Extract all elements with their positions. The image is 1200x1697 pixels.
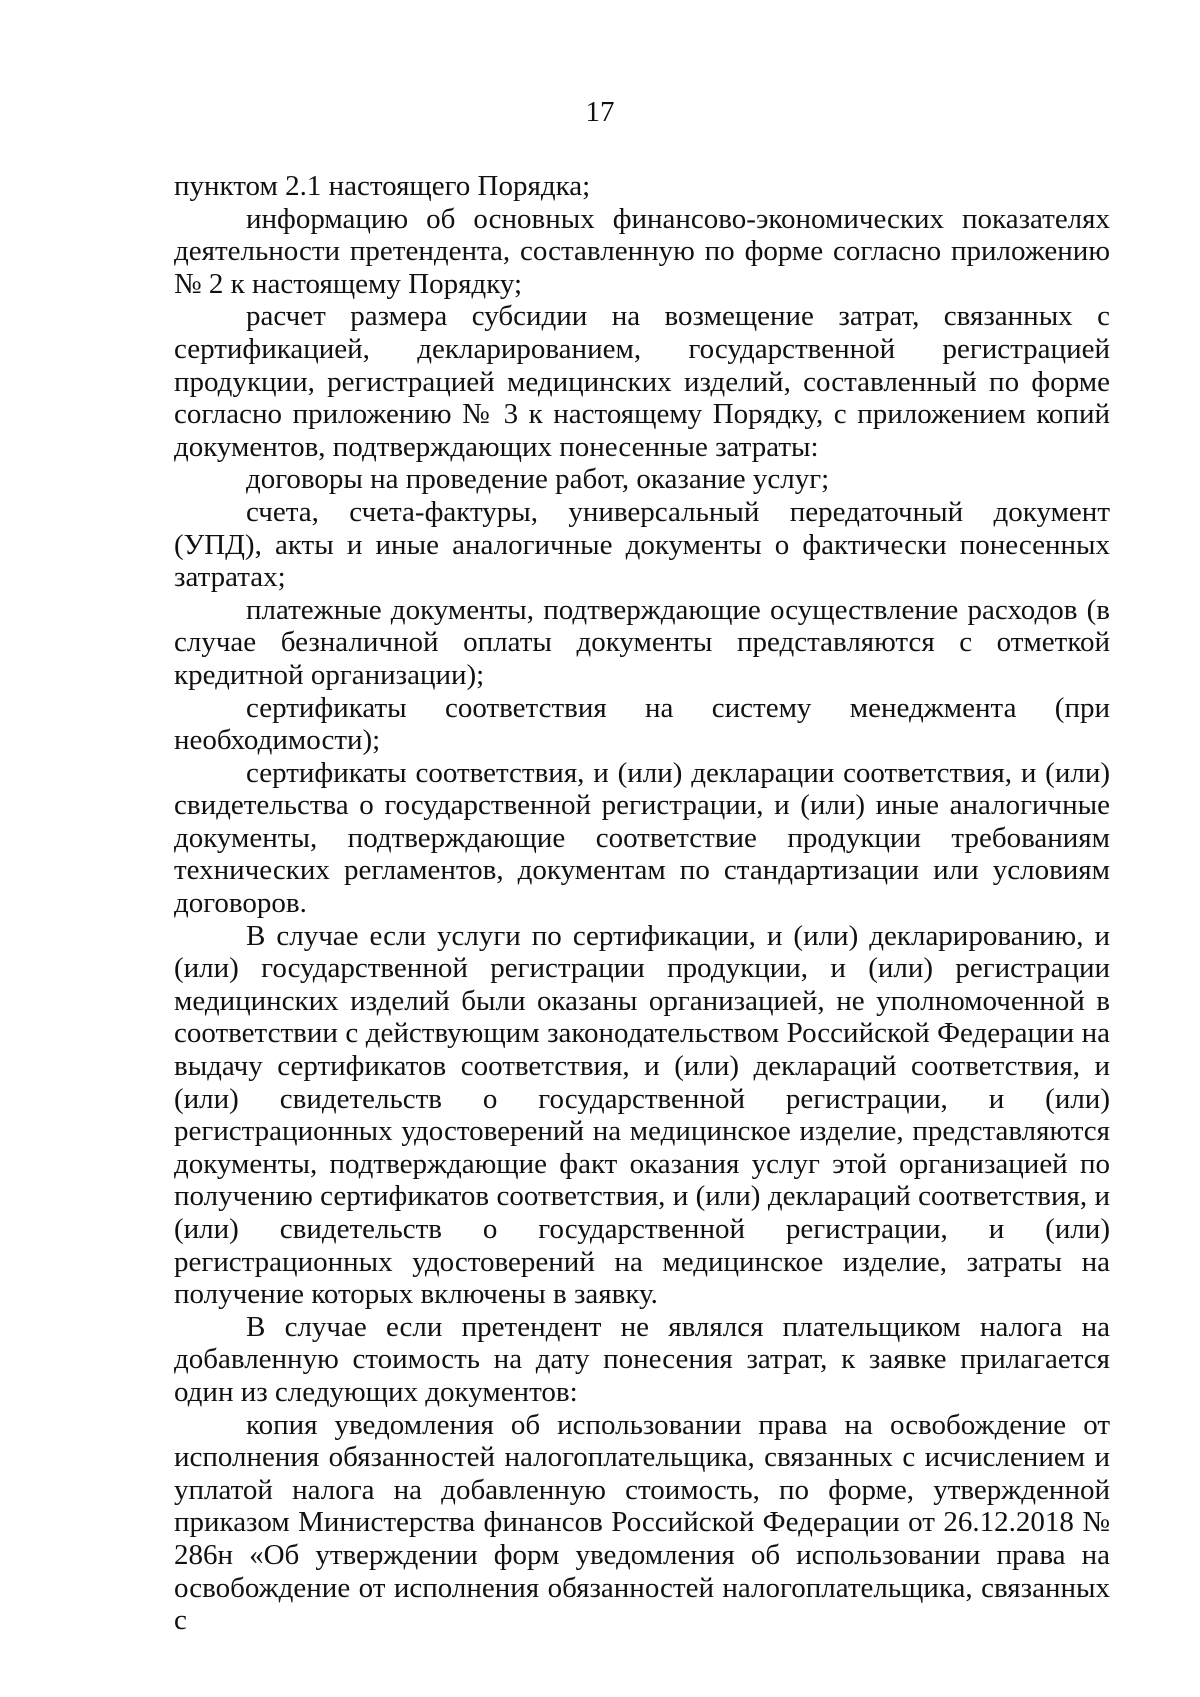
page-number: 17 bbox=[585, 96, 615, 128]
paragraph-notification-copy: копия уведомления об использовании права на освобождение от исполнения обязанностей налогоплательщика, связанных с исчислением и уплатой налога на добавленную стоимость, по форме, утвержденной приказом Министерства финансов Российской Федерации от 26.12.2018 № 286н «Об утверждении форм уведомления об использовании права на освобождение от исполнения обязанностей налогоплательщика, связанных с bbox=[174, 1408, 1110, 1637]
paragraph-subsidy-calculation: расчет размера субсидии на возмещение затрат, связанных с сертификацией, декларированием, государственной регистрацией продукции, регистрацией медицинских изделий, составленный по форме согласно приложению № 3 к настоящему Порядку, с приложением копий документов, подтверждающих понесенные затраты: bbox=[174, 300, 1110, 463]
paragraph-vat-exemption: В случае если претендент не являлся плательщиком налога на добавленную стоимость на дату понесения затрат, к заявке прилагается один из следующих документов: bbox=[174, 1310, 1110, 1408]
document-body bbox=[174, 170, 1110, 1637]
paragraph-financial-indicators: информацию об основных финансово-экономических показателях деятельности претендента, составленную по форме согласно приложению № 2 к настоящему Порядку; bbox=[174, 202, 1110, 300]
paragraph-payment-documents: платежные документы, подтверждающие осуществление расходов (в случае безналичной оплаты документы представляются с отметкой кредитной организации); bbox=[174, 593, 1110, 691]
paragraph-contracts: договоры на проведение работ, оказание услуг; bbox=[246, 463, 830, 496]
paragraph-continuation: пунктом 2.1 настоящего Порядка; bbox=[174, 170, 591, 202]
paragraph-unauthorized-organization: В случае если услуги по сертификации, и (или) декларированию, и (или) государственной регистрации продукции, и (или) регистрации медицинских изделий были оказаны организацией, не уполномоченной в соответствии с действующим законодательством Российской Федерации на выдачу сертификатов соответствия, и (или) деклараций соответствия, и (или) свидетельств о государственной регистрации, и (или) регистрационных удостоверений на медицинское изделие, представляются документы, подтверждающие факт оказания услуг этой организацией по получению сертификатов соответствия, и (или) деклараций соответствия, и (или) свидетельств о государственной регистрации, и (или) регистрационных удостоверений на медицинское изделие, затраты на получение которых включены в заявку. bbox=[174, 919, 1110, 1311]
paragraph-invoices: счета, счета-фактуры, универсальный передаточный документ (УПД), акты и иные аналогичные документы о фактически понесенных затратах; bbox=[174, 495, 1110, 594]
paragraph-management-certificates: сертификаты соответствия на систему менеджмента (при необходимости); bbox=[174, 691, 1110, 757]
paragraph-conformity-certificates: сертификаты соответствия, и (или) декларации соответствия, и (или) свидетельства о государственной регистрации, и (или) иные аналогичные документы, подтверждающие соответствие продукции требованиям технических регламентов, документам по стандартизации или условиям договоров. bbox=[174, 756, 1110, 920]
